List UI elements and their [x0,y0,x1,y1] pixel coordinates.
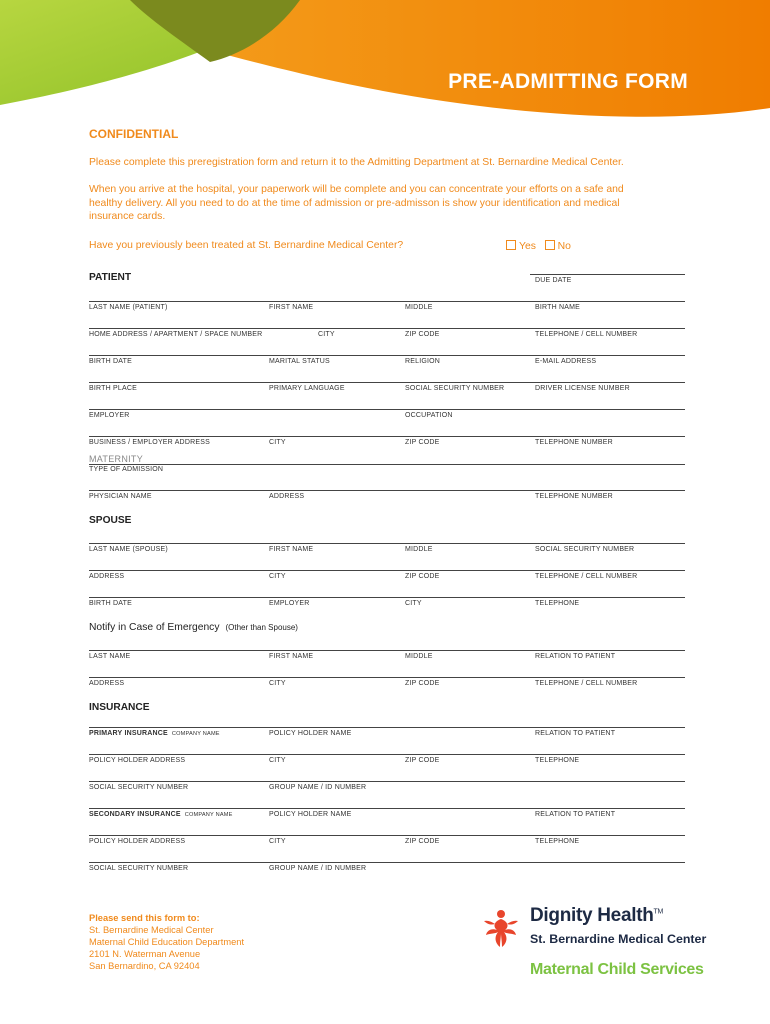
zip-code-label: ZIP CODE [405,680,440,687]
driver-license-label: DRIVER LICENSE NUMBER [535,385,630,392]
mailing-address [89,912,244,972]
spouse-row-3-line[interactable] [89,597,685,598]
dignity-health-icon [478,907,524,953]
intro-paragraph-2: When you arrive at the hospital, your paperwork will be complete and you can concentrate your efforts on a safe and healthy delivery. All you need to do at the time of admission or pre-admisson is show your identification and medical insurance cards. [89,184,624,223]
insurance-row-1-line[interactable] [89,727,685,728]
employer-label: EMPLOYER [269,600,310,607]
birth-date-label: BIRTH DATE [89,358,132,365]
insurance-row-4-line[interactable] [89,808,685,809]
business-address-label: BUSINESS / EMPLOYER ADDRESS [89,439,210,446]
patient-row-1-line[interactable] [89,301,685,302]
patient-row-6-line[interactable] [89,436,685,437]
first-name-label: FIRST NAME [269,653,314,660]
middle-label: MIDDLE [405,653,433,660]
no-label: No [557,241,571,252]
policy-holder-name-label: POLICY HOLDER NAME [269,730,352,737]
city-label: CITY [318,331,335,338]
city-label: CITY [269,573,286,580]
city-label: CITY [269,439,286,446]
patient-row-4-line[interactable] [89,382,685,383]
logo-name [530,905,663,927]
emergency-row-1-line[interactable] [89,650,685,651]
city-label: CITY [405,600,422,607]
spouse-section-title: SPOUSE [89,515,132,526]
previous-treatment-options [506,240,571,252]
zip-code-label: ZIP CODE [405,331,440,338]
telephone-cell-label: TELEPHONE / CELL NUMBER [535,573,638,580]
no-checkbox[interactable] [545,240,555,250]
logo-subtitle: St. Bernardine Medical Center [530,932,707,946]
company-name-label: COMPANY NAME [184,812,233,818]
zip-code-label: ZIP CODE [405,838,440,845]
telephone-label: TELEPHONE [535,600,580,607]
type-of-admission-value[interactable]: MATERNITY [89,454,144,464]
yes-checkbox[interactable] [506,240,516,250]
group-name-label: GROUP NAME / ID NUMBER [269,865,367,872]
policy-holder-address-label: POLICY HOLDER ADDRESS [89,838,186,845]
logo-trademark: TM [653,908,664,916]
patient-row-3-line[interactable] [89,355,685,356]
type-of-admission-label: TYPE OF ADMISSION [89,466,164,473]
last-name-spouse-label: LAST NAME (SPOUSE) [89,546,168,553]
physician-name-label: PHYSICIAN NAME [89,493,152,500]
dignity-health-logo [478,905,708,985]
zip-code-label: ZIP CODE [405,573,440,580]
patient-row-8-line[interactable] [89,490,685,491]
spouse-row-2-line[interactable] [89,570,685,571]
confidential-label: CONFIDENTIAL [89,127,179,141]
ssn-label: SOCIAL SECURITY NUMBER [405,385,505,392]
city-label: CITY [269,757,286,764]
emergency-contact-title [89,622,298,633]
middle-label: MIDDLE [405,304,433,311]
city-label: CITY [269,680,286,687]
occupation-label: OCCUPATION [405,412,453,419]
employer-label: EMPLOYER [89,412,130,419]
address-line-4: San Bernardino, CA 92404 [89,961,200,971]
patient-section-title: PATIENT [89,272,132,283]
policy-holder-address-label: POLICY HOLDER ADDRESS [89,757,186,764]
ssn-label: SOCIAL SECURITY NUMBER [89,784,189,791]
birth-place-label: BIRTH PLACE [89,385,137,392]
zip-code-label: ZIP CODE [405,439,440,446]
telephone-label: TELEPHONE [535,838,580,845]
telephone-cell-label: TELEPHONE / CELL NUMBER [535,680,638,687]
logo-name-text: Dignity Health [530,905,654,926]
middle-label: MIDDLE [405,546,433,553]
patient-row-2-line[interactable] [89,328,685,329]
ssn-label: SOCIAL SECURITY NUMBER [535,546,635,553]
maternal-child-services-label: Maternal Child Services [530,961,704,978]
send-heading: Please send this form to: [89,913,200,923]
address-label: ADDRESS [269,493,305,500]
last-name-patient-label: LAST NAME (PATIENT) [89,304,168,311]
address-line-2: Maternal Child Education Department [89,937,245,947]
company-name-label: COMPANY NAME [171,731,220,737]
last-name-label: LAST NAME [89,653,131,660]
secondary-insurance-heading: SECONDARY INSURANCE [89,811,181,818]
primary-insurance-label [89,730,220,737]
first-name-label: FIRST NAME [269,304,314,311]
relation-label: RELATION TO PATIENT [535,653,616,660]
marital-status-label: MARITAL STATUS [269,358,330,365]
religion-label: RELIGION [405,358,441,365]
intro-paragraph-1: Please complete this preregistration form and return it to the Admitting Department at St. Bernardine Medical Center. [89,157,624,168]
previous-treatment-question: Have you previously been treated at St. Bernardine Medical Center? [89,240,404,251]
address-label: ADDRESS [89,573,125,580]
birth-date-label: BIRTH DATE [89,600,132,607]
insurance-row-3-line[interactable] [89,781,685,782]
policy-holder-name-label: POLICY HOLDER NAME [269,811,352,818]
ssn-label: SOCIAL SECURITY NUMBER [89,865,189,872]
insurance-row-6-line[interactable] [89,862,685,863]
patient-row-7-line[interactable] [89,464,685,465]
email-label: E-MAIL ADDRESS [535,358,597,365]
zip-code-label: ZIP CODE [405,757,440,764]
primary-insurance-heading: PRIMARY INSURANCE [89,730,168,737]
primary-language-label: PRIMARY LANGUAGE [269,385,345,392]
address-line-3: 2101 N. Waterman Avenue [89,949,201,959]
address-line-1: St. Bernardine Medical Center [89,925,214,935]
insurance-row-2-line[interactable] [89,754,685,755]
home-address-label: HOME ADDRESS / APARTMENT / SPACE NUMBER [89,331,263,338]
relation-label: RELATION TO PATIENT [535,811,616,818]
due-date-field[interactable] [530,274,685,275]
patient-row-5-line[interactable] [89,409,685,410]
emergency-row-2-line[interactable] [89,677,685,678]
telephone-number-label: TELEPHONE NUMBER [535,439,613,446]
telephone-cell-label: TELEPHONE / CELL NUMBER [535,331,638,338]
emergency-contact-note: (Other than Spouse) [225,623,298,632]
form-title: PRE-ADMITTING FORM [448,70,688,93]
insurance-row-5-line[interactable] [89,835,685,836]
birth-name-label: BIRTH NAME [535,304,581,311]
yes-label: Yes [519,241,536,252]
first-name-label: FIRST NAME [269,546,314,553]
spouse-row-1-line[interactable] [89,543,685,544]
relation-label: RELATION TO PATIENT [535,730,616,737]
emergency-contact-heading: Notify in Case of Emergency [89,622,220,633]
address-label: ADDRESS [89,680,125,687]
telephone-number-label: TELEPHONE NUMBER [535,493,613,500]
insurance-section-title: INSURANCE [89,702,150,713]
city-label: CITY [269,838,286,845]
due-date-label: DUE DATE [535,277,572,284]
telephone-label: TELEPHONE [535,757,580,764]
group-name-label: GROUP NAME / ID NUMBER [269,784,367,791]
secondary-insurance-label [89,811,233,818]
